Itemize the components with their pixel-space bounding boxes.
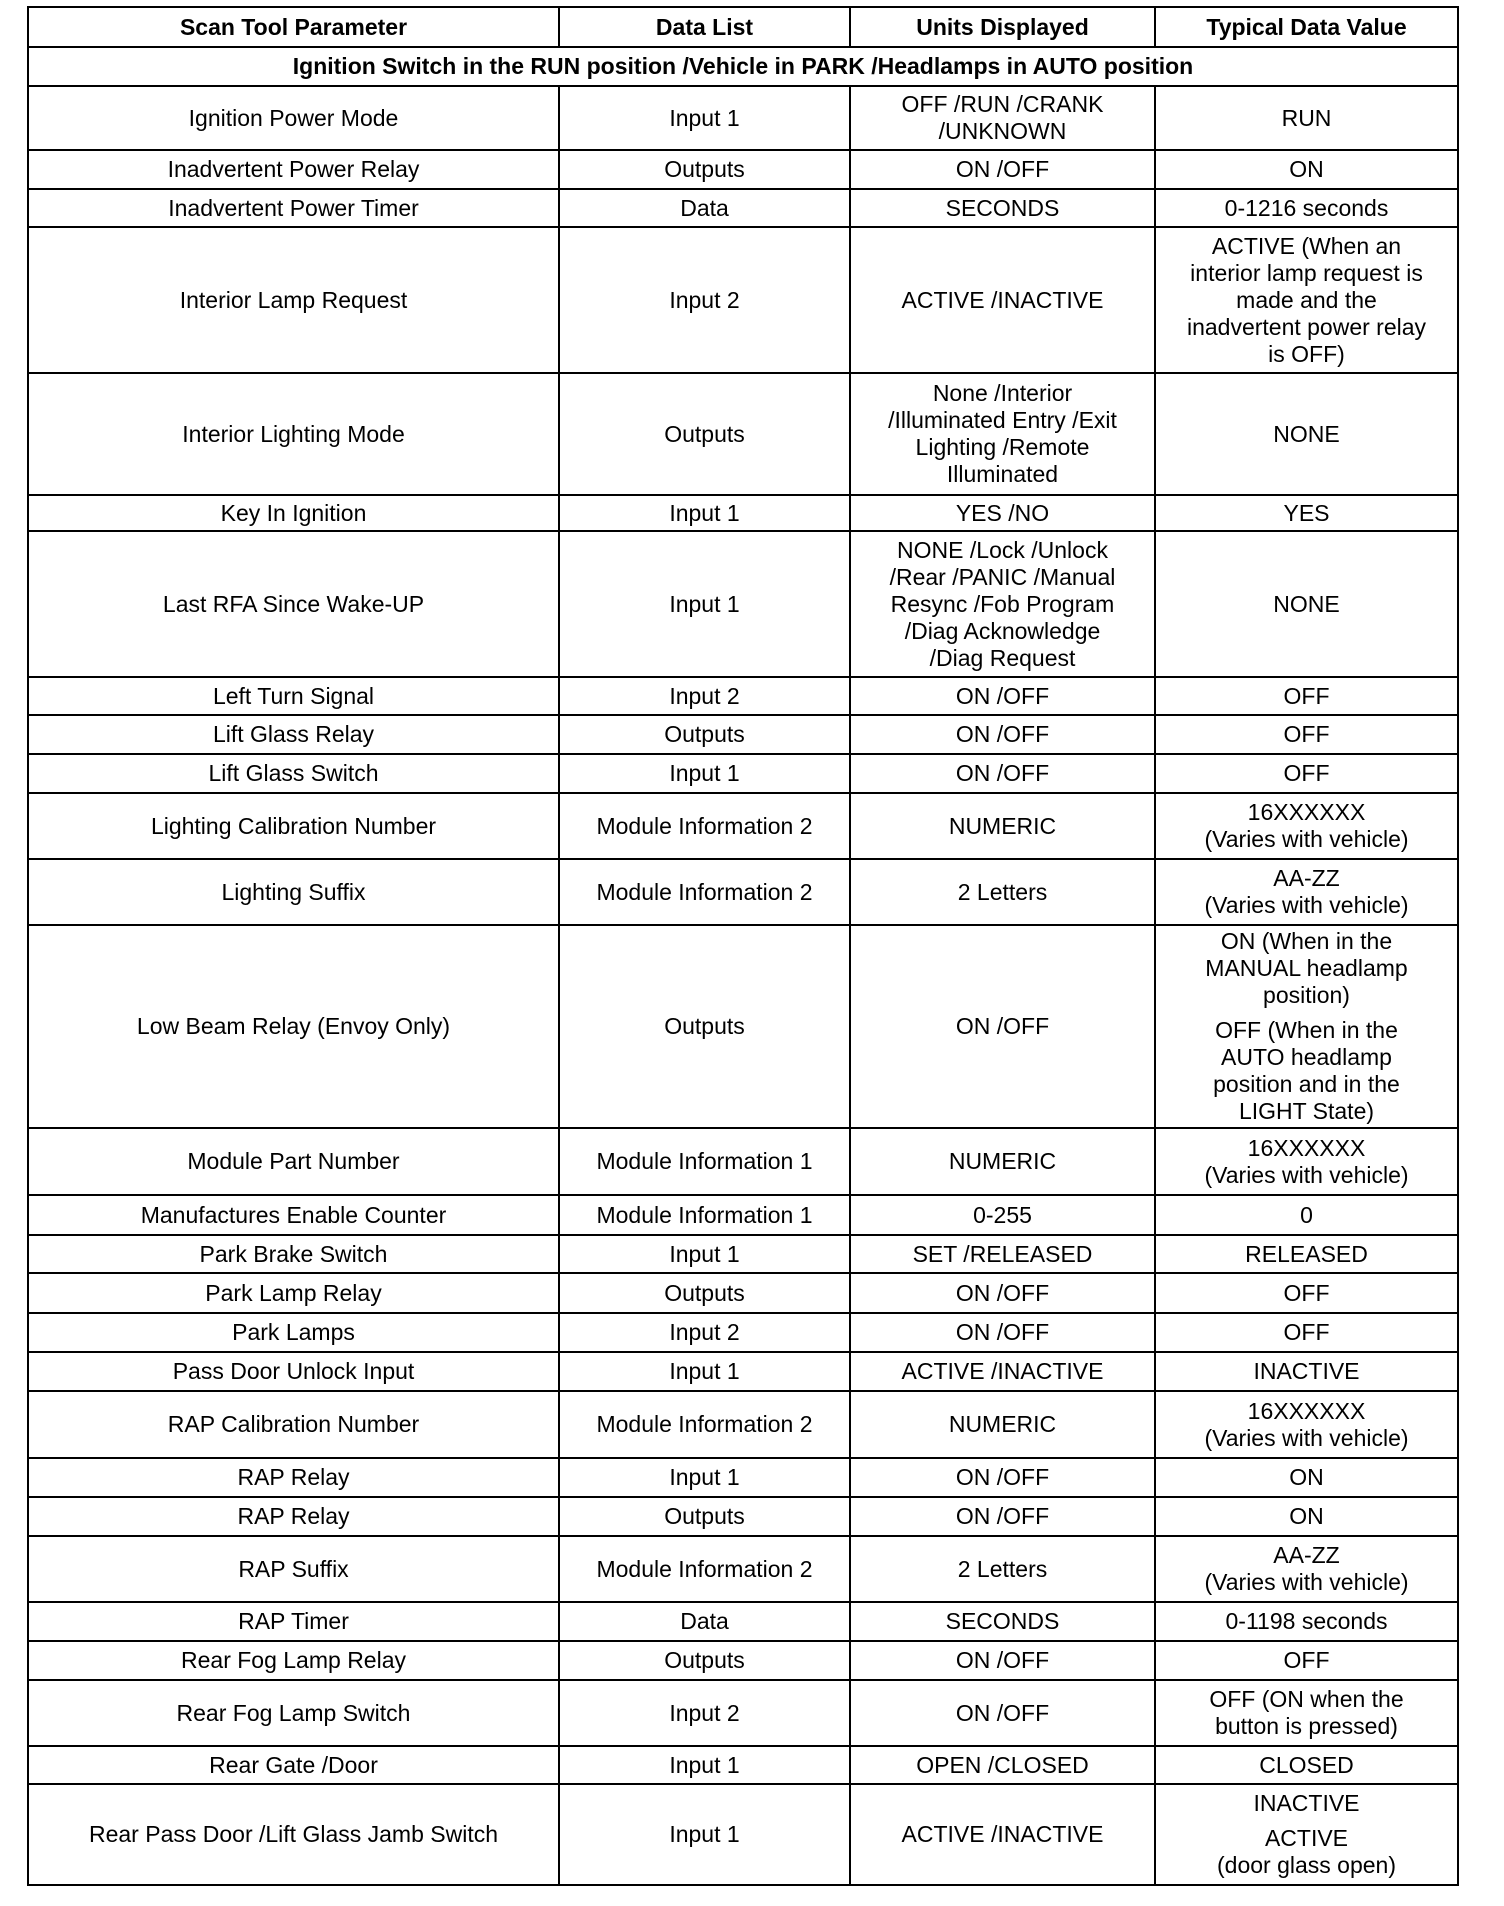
cell-parameter: Lighting Suffix	[28, 859, 559, 925]
cell-units: ON /OFF	[850, 1458, 1155, 1497]
cell-data-list: Outputs	[559, 715, 850, 754]
table-row	[28, 1458, 1458, 1497]
cell-units: NONE /Lock /Unlock /Rear /PANIC /Manual Resync /Fob Program /Diag Acknowledge /Diag Request	[850, 531, 1155, 677]
table-row	[28, 495, 1458, 531]
cell-units: OPEN /CLOSED	[850, 1746, 1155, 1784]
table-row	[28, 925, 1458, 1128]
cell-data-list: Module Information 2	[559, 1536, 850, 1602]
cell-typical-value: 16XXXXXX (Varies with vehicle)	[1155, 793, 1458, 859]
cell-typical-value: RELEASED	[1155, 1235, 1458, 1273]
cell-parameter: Rear Fog Lamp Relay	[28, 1641, 559, 1680]
cell-parameter: Lift Glass Relay	[28, 715, 559, 754]
cell-data-list: Module Information 2	[559, 859, 850, 925]
table-row	[28, 227, 1458, 373]
table-row	[28, 86, 1458, 150]
header-parameter: Scan Tool Parameter	[28, 7, 559, 47]
cell-data-list: Input 1	[559, 495, 850, 531]
cell-parameter: RAP Calibration Number	[28, 1391, 559, 1458]
cell-data-list: Module Information 2	[559, 1391, 850, 1458]
cell-units: SECONDS	[850, 1602, 1155, 1641]
spacer	[1162, 1009, 1451, 1017]
cell-parameter: Manufactures Enable Counter	[28, 1195, 559, 1235]
cell-typical-value: OFF	[1155, 754, 1458, 793]
cell-data-list: Input 1	[559, 1458, 850, 1497]
header-units: Units Displayed	[850, 7, 1155, 47]
table-row	[28, 1313, 1458, 1352]
table-row	[28, 1680, 1458, 1746]
cell-parameter: Low Beam Relay (Envoy Only)	[28, 925, 559, 1128]
cell-parameter: Left Turn Signal	[28, 677, 559, 715]
cell-parameter: RAP Suffix	[28, 1536, 559, 1602]
cell-data-list: Data	[559, 1602, 850, 1641]
cell-units: ON /OFF	[850, 150, 1155, 189]
header-row	[28, 7, 1458, 47]
cell-parameter: Lighting Calibration Number	[28, 793, 559, 859]
cell-typical-value: AA-ZZ (Varies with vehicle)	[1155, 859, 1458, 925]
condition-row	[28, 47, 1458, 86]
cell-units: ON /OFF	[850, 1680, 1155, 1746]
cell-typical-value: INACTIVE	[1155, 1352, 1458, 1391]
typical-value-line: ON (When in the MANUAL headlamp position)	[1205, 928, 1408, 1008]
table-row	[28, 1536, 1458, 1602]
cell-units: 0-255	[850, 1195, 1155, 1235]
cell-parameter: Inadvertent Power Relay	[28, 150, 559, 189]
cell-typical-value: 16XXXXXX (Varies with vehicle)	[1155, 1391, 1458, 1458]
table-row	[28, 1391, 1458, 1458]
typical-value-line: INACTIVE	[1253, 1790, 1360, 1816]
scan-tool-data-table	[27, 6, 1459, 1886]
cell-data-list: Input 1	[559, 1352, 850, 1391]
cell-units: ON /OFF	[850, 754, 1155, 793]
cell-parameter: Ignition Power Mode	[28, 86, 559, 150]
cell-data-list: Input 1	[559, 754, 850, 793]
cell-units: SET /RELEASED	[850, 1235, 1155, 1273]
table-row	[28, 1128, 1458, 1195]
cell-units: OFF /RUN /CRANK /UNKNOWN	[850, 86, 1155, 150]
table-row	[28, 1602, 1458, 1641]
cell-parameter: Key In Ignition	[28, 495, 559, 531]
cell-units: ON /OFF	[850, 677, 1155, 715]
typical-value-line: OFF (When in the AUTO headlamp position and in the LIGHT State)	[1213, 1017, 1400, 1124]
cell-typical-value	[1155, 1784, 1458, 1885]
cell-data-list: Module Information 1	[559, 1195, 850, 1235]
cell-typical-value: 0-1216 seconds	[1155, 189, 1458, 227]
cell-typical-value: ON	[1155, 1458, 1458, 1497]
cell-data-list: Outputs	[559, 1497, 850, 1536]
table-row	[28, 793, 1458, 859]
cell-units: YES /NO	[850, 495, 1155, 531]
table-row	[28, 189, 1458, 227]
cell-units: ACTIVE /INACTIVE	[850, 227, 1155, 373]
cell-typical-value: RUN	[1155, 86, 1458, 150]
cell-units: ACTIVE /INACTIVE	[850, 1352, 1155, 1391]
cell-typical-value: OFF (ON when the button is pressed)	[1155, 1680, 1458, 1746]
cell-parameter: Last RFA Since Wake-UP	[28, 531, 559, 677]
table-row	[28, 150, 1458, 189]
cell-data-list: Input 1	[559, 1784, 850, 1885]
cell-units: 2 Letters	[850, 859, 1155, 925]
cell-parameter: Lift Glass Switch	[28, 754, 559, 793]
spacer	[1162, 1817, 1451, 1825]
table-row	[28, 859, 1458, 925]
cell-parameter: Rear Fog Lamp Switch	[28, 1680, 559, 1746]
table-row	[28, 1235, 1458, 1273]
cell-typical-value: OFF	[1155, 1273, 1458, 1313]
table-row	[28, 715, 1458, 754]
cell-typical-value: NONE	[1155, 531, 1458, 677]
cell-data-list: Module Information 1	[559, 1128, 850, 1195]
cell-data-list: Input 2	[559, 677, 850, 715]
table-row	[28, 1195, 1458, 1235]
table-row	[28, 1746, 1458, 1784]
cell-units: NUMERIC	[850, 793, 1155, 859]
cell-data-list: Outputs	[559, 150, 850, 189]
cell-typical-value: ACTIVE (When an interior lamp request is made and the inadvertent power relay is OFF)	[1155, 227, 1458, 373]
cell-typical-value: AA-ZZ (Varies with vehicle)	[1155, 1536, 1458, 1602]
cell-units: None /Interior /Illuminated Entry /Exit Lighting /Remote Illuminated	[850, 373, 1155, 495]
cell-data-list: Input 1	[559, 531, 850, 677]
cell-parameter: RAP Relay	[28, 1497, 559, 1536]
cell-typical-value: 16XXXXXX (Varies with vehicle)	[1155, 1128, 1458, 1195]
cell-typical-value: NONE	[1155, 373, 1458, 495]
cell-typical-value: ON	[1155, 1497, 1458, 1536]
cell-parameter: RAP Timer	[28, 1602, 559, 1641]
cell-data-list: Input 1	[559, 1235, 850, 1273]
cell-data-list: Outputs	[559, 373, 850, 495]
cell-parameter: Pass Door Unlock Input	[28, 1352, 559, 1391]
cell-parameter: Interior Lamp Request	[28, 227, 559, 373]
cell-parameter: Park Lamps	[28, 1313, 559, 1352]
table-row	[28, 677, 1458, 715]
cell-typical-value: OFF	[1155, 715, 1458, 754]
cell-typical-value: 0-1198 seconds	[1155, 1602, 1458, 1641]
cell-typical-value: OFF	[1155, 1641, 1458, 1680]
cell-units: ON /OFF	[850, 1313, 1155, 1352]
cell-data-list: Input 1	[559, 86, 850, 150]
condition-text: Ignition Switch in the RUN position /Vehicle in PARK /Headlamps in AUTO position	[28, 47, 1458, 86]
cell-typical-value: OFF	[1155, 1313, 1458, 1352]
header-data-list: Data List	[559, 7, 850, 47]
cell-parameter: Interior Lighting Mode	[28, 373, 559, 495]
table-row	[28, 1641, 1458, 1680]
cell-units: SECONDS	[850, 189, 1155, 227]
cell-data-list: Data	[559, 189, 850, 227]
cell-typical-value: 0	[1155, 1195, 1458, 1235]
table-row	[28, 1273, 1458, 1313]
cell-units: ON /OFF	[850, 925, 1155, 1128]
cell-parameter: RAP Relay	[28, 1458, 559, 1497]
table-row	[28, 1784, 1458, 1885]
cell-parameter: Rear Gate /Door	[28, 1746, 559, 1784]
cell-units: NUMERIC	[850, 1128, 1155, 1195]
table-row	[28, 531, 1458, 677]
cell-parameter: Park Brake Switch	[28, 1235, 559, 1273]
table-row	[28, 754, 1458, 793]
cell-data-list: Module Information 2	[559, 793, 850, 859]
cell-parameter: Inadvertent Power Timer	[28, 189, 559, 227]
cell-units: 2 Letters	[850, 1536, 1155, 1602]
cell-typical-value: OFF	[1155, 677, 1458, 715]
cell-parameter: Module Part Number	[28, 1128, 559, 1195]
cell-units: ACTIVE /INACTIVE	[850, 1784, 1155, 1885]
table-row	[28, 1352, 1458, 1391]
cell-units: NUMERIC	[850, 1391, 1155, 1458]
typical-value-line: ACTIVE (door glass open)	[1217, 1825, 1396, 1878]
cell-typical-value	[1155, 925, 1458, 1128]
cell-data-list: Input 2	[559, 227, 850, 373]
table-row	[28, 373, 1458, 495]
cell-typical-value: CLOSED	[1155, 1746, 1458, 1784]
header-typical-value: Typical Data Value	[1155, 7, 1458, 47]
cell-data-list: Input 1	[559, 1746, 850, 1784]
cell-units: ON /OFF	[850, 1641, 1155, 1680]
cell-data-list: Input 2	[559, 1313, 850, 1352]
cell-data-list: Outputs	[559, 1641, 850, 1680]
table-row	[28, 1497, 1458, 1536]
cell-units: ON /OFF	[850, 715, 1155, 754]
cell-typical-value: ON	[1155, 150, 1458, 189]
cell-data-list: Outputs	[559, 925, 850, 1128]
cell-data-list: Input 2	[559, 1680, 850, 1746]
cell-typical-value: YES	[1155, 495, 1458, 531]
cell-units: ON /OFF	[850, 1497, 1155, 1536]
cell-parameter: Park Lamp Relay	[28, 1273, 559, 1313]
cell-parameter: Rear Pass Door /Lift Glass Jamb Switch	[28, 1784, 559, 1885]
cell-data-list: Outputs	[559, 1273, 850, 1313]
cell-units: ON /OFF	[850, 1273, 1155, 1313]
